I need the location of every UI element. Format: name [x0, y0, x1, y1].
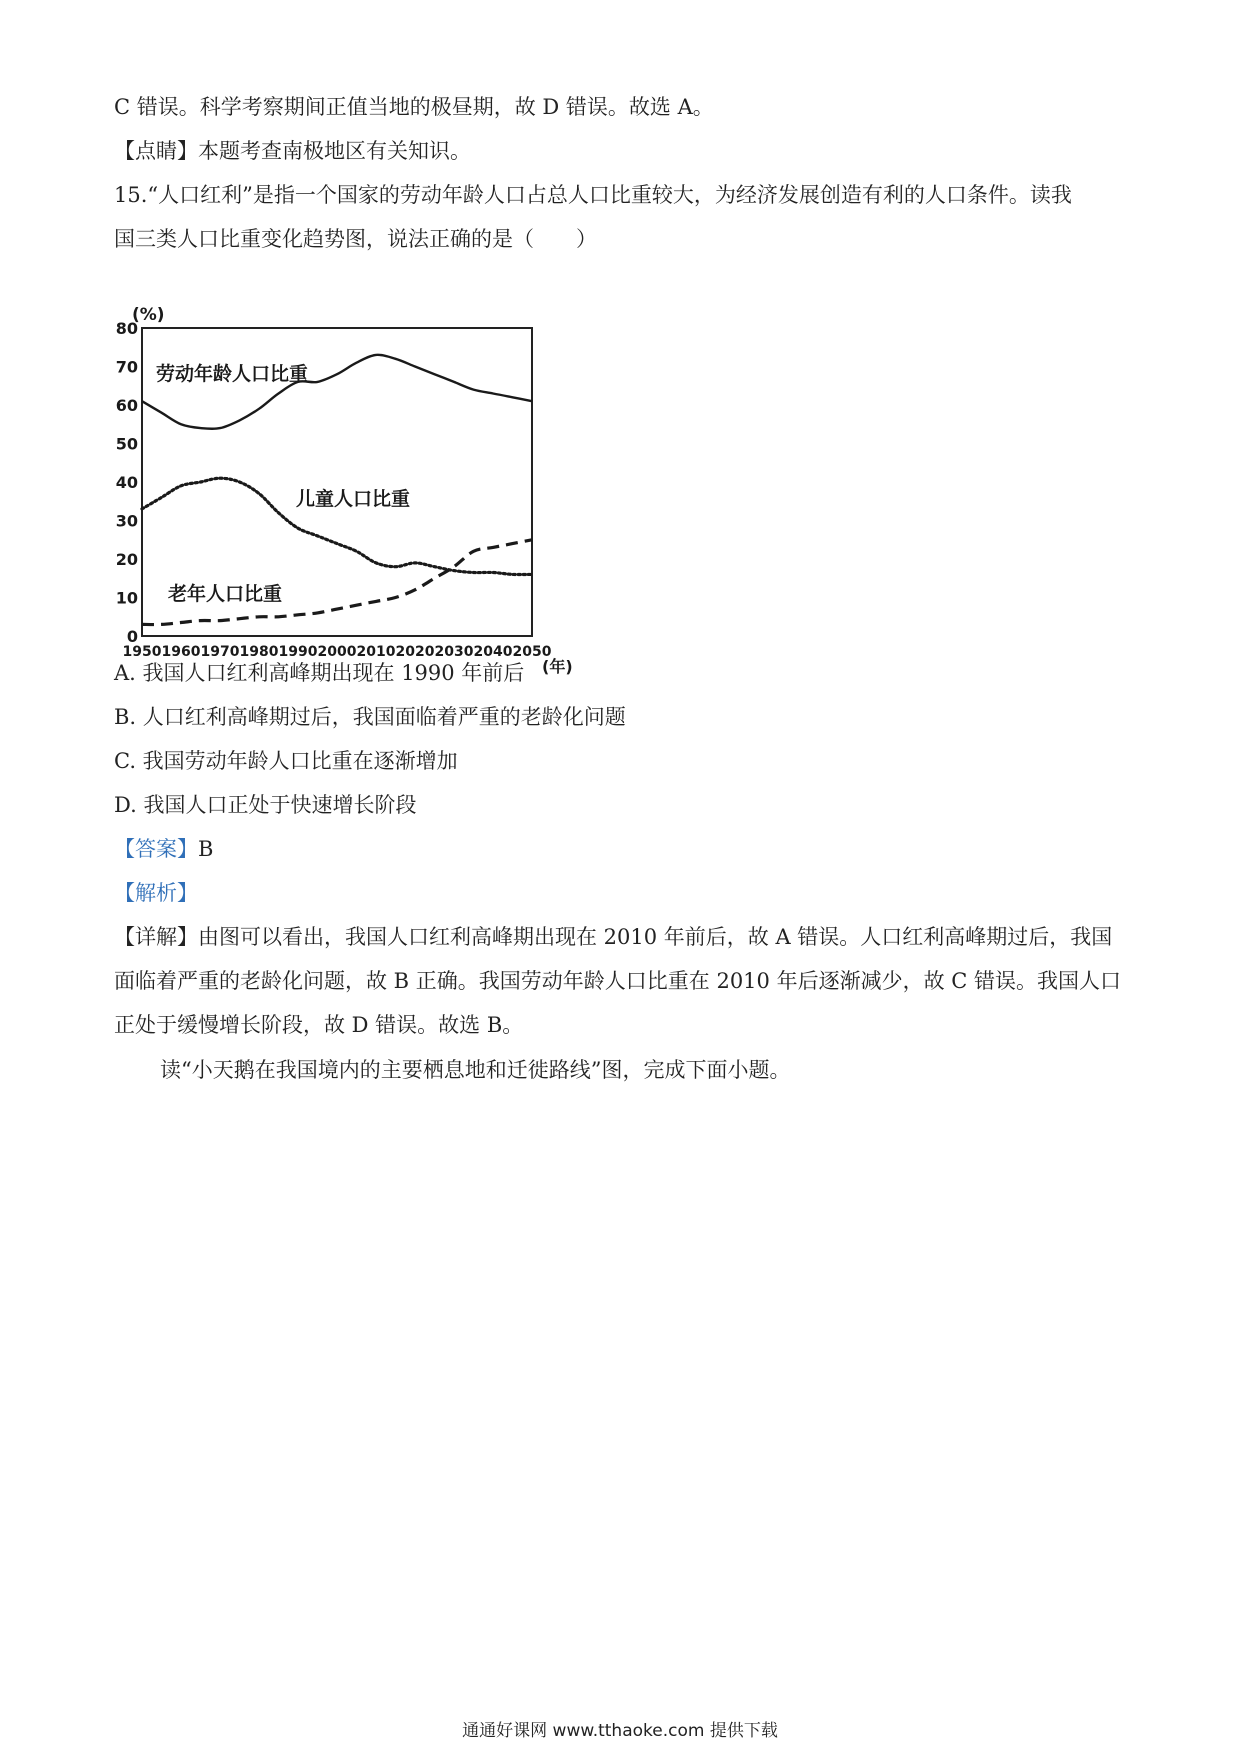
x-tick-label: 2030 [434, 644, 474, 660]
text-line-1: C 错误。科学考察期间正值当地的极昼期，故 D 错误。故选 A。 [114, 95, 714, 119]
y-tick-labels [116, 319, 138, 646]
y-tick-label: 80 [115, 319, 138, 338]
question-15-line-2: 国三类人口比重变化趋势图，说法正确的是（ ） [114, 227, 597, 251]
answer-label: 【答案】 [114, 837, 198, 861]
series-label-elderly: 老年人口比重 [168, 583, 283, 605]
y-unit-label: (%) [132, 305, 165, 325]
x-tick-label: 1990 [278, 644, 318, 660]
y-tick-label: 20 [115, 550, 138, 569]
x-tick-label: 2020 [395, 644, 435, 660]
x-tick-label: 2040 [473, 644, 513, 660]
series-label-working: 劳动年龄人口比重 [156, 363, 309, 385]
x-tick-label: 1960 [161, 644, 201, 660]
x-tick-label: 1950 [122, 644, 162, 660]
series-label-children: 儿童人口比重 [296, 488, 411, 510]
x-tick-label: 2010 [356, 644, 396, 660]
x-tick-label: 2050 [512, 644, 552, 660]
x-tick-label: 2000 [317, 644, 357, 660]
footer-watermark: 通通好课网 www.tthaoke.com 提供下载 [462, 1721, 778, 1741]
option-a: A. 我国人口红利高峰期出现在 1990 年前后 [114, 661, 525, 685]
y-tick-label: 10 [115, 588, 138, 608]
option-d: D. 我国人口正处于快速增长阶段 [114, 793, 417, 817]
x-unit-label: (年) [542, 657, 573, 676]
y-tick-label: 60 [115, 396, 138, 415]
detail-line-1: 【详解】由图可以看出，我国人口红利高峰期出现在 2010 年前后，故 A 错误。人口红利高峰期过后，我国 [114, 925, 1113, 949]
option-b: B. 人口红利高峰期过后，我国面临着严重的老龄化问题 [114, 705, 626, 729]
y-tick-label: 30 [115, 511, 138, 531]
population-chart [112, 300, 652, 680]
detail-line-3: 正处于缓慢增长阶段，故 D 错误。故选 B。 [114, 1013, 524, 1037]
detail-line-2: 面临着严重的老龄化问题，故 B 正确。我国劳动年龄人口比重在 2010 年后逐渐减少，故 C 错误。我国人口 [114, 969, 1121, 993]
x-tick-label: 1970 [200, 644, 240, 660]
x-tick-label: 1980 [239, 644, 279, 660]
question-15-line-1: 15.“人口红利”是指一个国家的劳动年龄人口占总人口比重较大，为经济发展创造有利的人口条件。读我 [114, 183, 1072, 207]
answer-value: B [198, 837, 214, 861]
y-tick-label: 70 [115, 357, 138, 377]
y-tick-label: 40 [115, 473, 138, 492]
y-tick-label: 0 [126, 627, 138, 646]
next-question-intro: 读“小天鹅在我国境内的主要栖息地和迁徙路线”图，完成下面小题。 [160, 1058, 791, 1082]
option-c: C. 我国劳动年龄人口比重在逐渐增加 [114, 749, 458, 773]
y-tick-label: 50 [115, 434, 138, 454]
analysis-label: 【解析】 [114, 881, 198, 905]
answer-line [114, 834, 213, 864]
tip-line: 【点睛】本题考查南极地区有关知识。 [114, 139, 471, 163]
